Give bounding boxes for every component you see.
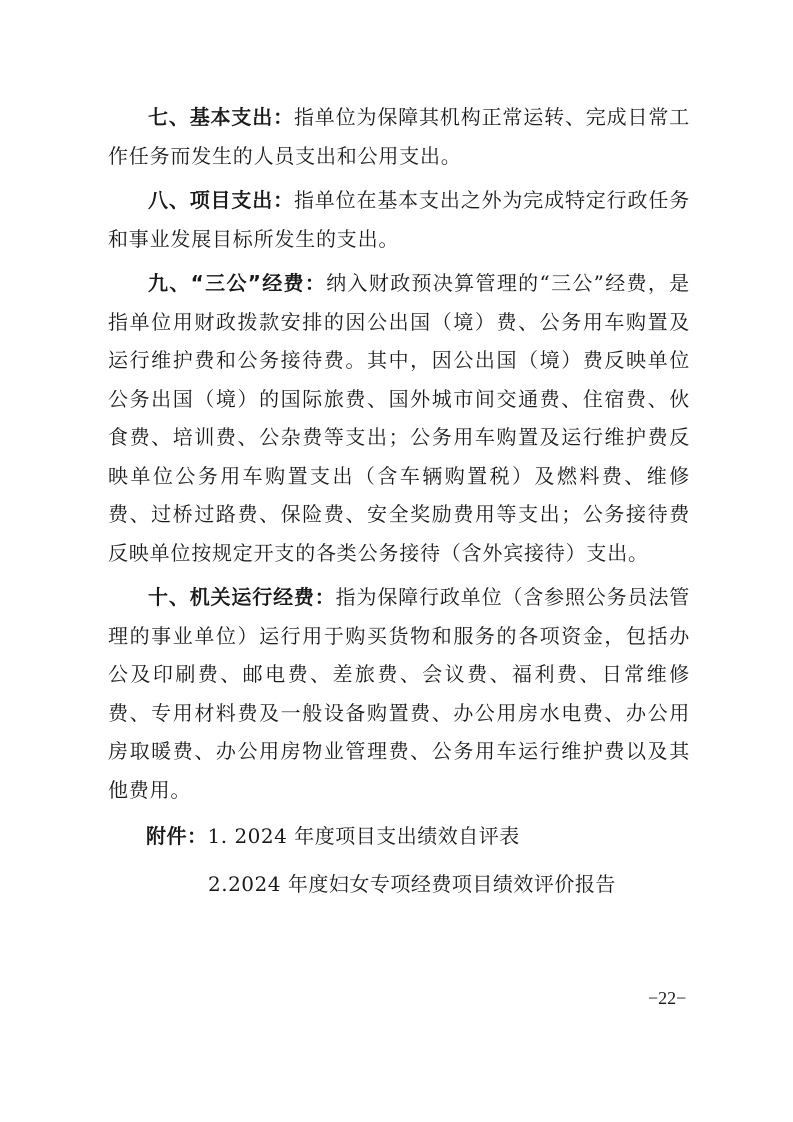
- section-text: 指为保障行政单位（含参照公务员法管理的事业单位）运行用于购买货物和服务的各项资金，包括办公及印刷费、邮电费、差旅费、会议费、福利费、日常维修费、专用材料费及一般设备购置费、办公用房水电费、办公用房取暖费、办公用房物业管理费、公务用车运行维护费以及其他费用。: [108, 585, 691, 802]
- attachment-item-1: 1. 2024 年度项目支出绩效自评表: [207, 824, 520, 848]
- section-basic-expenditure: [108, 98, 690, 175]
- page-number: −22−: [648, 988, 687, 1008]
- attachment-item-2: 2.2024 年度妇女专项经费项目绩效评价报告: [208, 872, 616, 896]
- section-three-public-funds: [108, 264, 690, 572]
- section-heading: 八、项目支出：: [148, 188, 294, 212]
- section-heading: 十、机关运行经费：: [148, 585, 336, 609]
- section-text: 指单位在基本支出之外为完成特定行政任务和事业发展目标所发生的支出。: [108, 188, 690, 251]
- document-body: [108, 98, 690, 815]
- section-operating-funds: [108, 578, 690, 809]
- section-text: 纳入财政预决算管理的“三公”经费，是指单位用财政拨款安排的因公出国（境）费、公务用车购置及运行维护费和公务接待费。其中，因公出国（境）费反映单位公务出国（境）的国际旅费、国外城市间交通费、住宿费、伙食费、培训费、公杂费等支出；公务用车购置及运行维护费反映单位公务用车购置支出（含车辆购置税）及燃料费、维修费、过桥过路费、保险费、安全奖励费用等支出；公务接待费反映单位按规定开支的各类公务接待（含外宾接待）支出。: [108, 271, 690, 565]
- attachment-line-1: [146, 816, 520, 856]
- section-heading: 九、“三公”经费：: [148, 271, 327, 295]
- section-heading: 七、基本支出：: [148, 105, 294, 129]
- attachment-label: 附件：: [146, 824, 208, 848]
- section-project-expenditure: [108, 181, 690, 258]
- section-text: 指单位为保障其机构正常运转、完成日常工作任务而发生的人员支出和公用支出。: [108, 105, 690, 168]
